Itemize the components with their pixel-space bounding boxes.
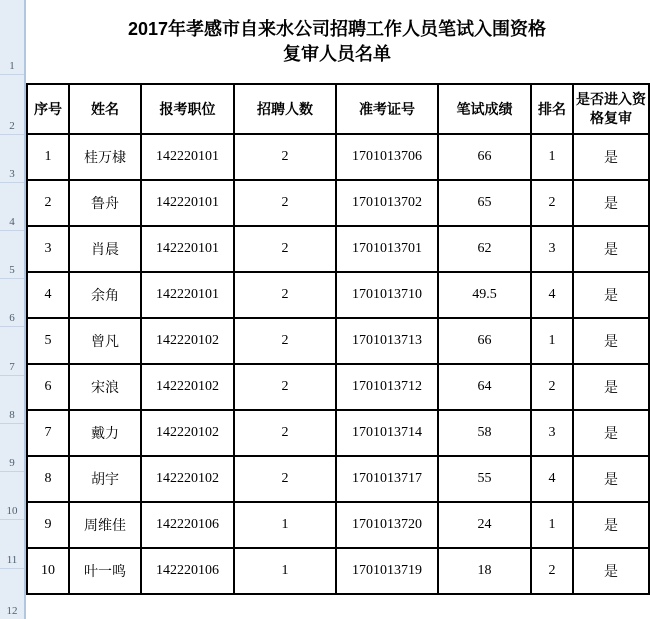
table-cell[interactable]: 1 <box>531 318 573 364</box>
table-cell[interactable]: 66 <box>438 134 531 180</box>
table-row <box>27 134 649 180</box>
table-cell[interactable]: 曾凡 <box>69 318 141 364</box>
table-body <box>27 134 649 594</box>
table-cell[interactable]: 1701013713 <box>336 318 438 364</box>
table-cell[interactable]: 1 <box>531 134 573 180</box>
row-header-cell[interactable] <box>0 135 24 183</box>
table-cell[interactable]: 2 <box>234 318 336 364</box>
table-cell[interactable]: 2 <box>531 180 573 226</box>
spreadsheet-row-gutter <box>0 0 26 619</box>
table-cell[interactable]: 1 <box>531 502 573 548</box>
table-cell[interactable]: 2 <box>234 410 336 456</box>
table-cell[interactable]: 1701013719 <box>336 548 438 594</box>
row-number: 9 <box>9 457 15 469</box>
table-cell[interactable]: 余角 <box>69 272 141 318</box>
row-header-cell[interactable] <box>0 472 24 520</box>
table-cell[interactable]: 142220102 <box>141 456 234 502</box>
column-header-admission-number[interactable]: 准考证号 <box>336 84 438 134</box>
row-header-cell[interactable] <box>0 75 24 135</box>
row-number: 6 <box>9 312 15 324</box>
table-cell[interactable]: 1701013710 <box>336 272 438 318</box>
table-cell[interactable]: 24 <box>438 502 531 548</box>
row-number: 10 <box>6 505 18 517</box>
table-cell[interactable]: 1701013714 <box>336 410 438 456</box>
table-cell[interactable]: 2 <box>234 180 336 226</box>
table-cell[interactable]: 4 <box>27 272 69 318</box>
row-header-cell[interactable] <box>0 520 24 569</box>
table-cell[interactable]: 1701013701 <box>336 226 438 272</box>
row-header-cell[interactable] <box>0 183 24 231</box>
table-row <box>27 456 649 502</box>
table-cell[interactable]: 58 <box>438 410 531 456</box>
table-cell[interactable]: 55 <box>438 456 531 502</box>
table-cell[interactable]: 是 <box>573 180 649 226</box>
table-cell[interactable]: 1701013712 <box>336 364 438 410</box>
table-row <box>27 548 649 594</box>
table-row <box>27 318 649 364</box>
column-header-written-score[interactable]: 笔试成绩 <box>438 84 531 134</box>
table-cell[interactable]: 66 <box>438 318 531 364</box>
row-header-cell[interactable] <box>0 0 24 75</box>
table-header <box>27 84 649 134</box>
table-cell[interactable]: 是 <box>573 318 649 364</box>
table-cell[interactable]: 宋浪 <box>69 364 141 410</box>
table-cell[interactable]: 是 <box>573 134 649 180</box>
table-cell[interactable]: 8 <box>27 456 69 502</box>
table-cell[interactable]: 胡宇 <box>69 456 141 502</box>
sheet-area <box>26 0 648 595</box>
table-cell[interactable]: 6 <box>27 364 69 410</box>
row-number: 4 <box>9 216 15 228</box>
column-header-rank[interactable]: 排名 <box>531 84 573 134</box>
table-cell[interactable]: 是 <box>573 226 649 272</box>
title-line-1: 2017年孝感市自来水公司招聘工作人员笔试入围资格 <box>127 18 547 39</box>
table-cell[interactable]: 1701013720 <box>336 502 438 548</box>
table-cell[interactable]: 叶一鸣 <box>69 548 141 594</box>
row-header-cell[interactable] <box>0 376 24 424</box>
row-number: 1 <box>9 60 15 72</box>
table-cell[interactable]: 1 <box>234 548 336 594</box>
table-cell[interactable]: 4 <box>531 456 573 502</box>
table-cell[interactable]: 2 <box>234 364 336 410</box>
table-cell[interactable]: 2 <box>234 456 336 502</box>
table-cell[interactable]: 142220101 <box>141 180 234 226</box>
table-cell[interactable]: 1 <box>27 134 69 180</box>
row-header-cell[interactable] <box>0 569 24 619</box>
table-cell[interactable]: 142220102 <box>141 364 234 410</box>
row-number: 8 <box>9 409 15 421</box>
table-cell[interactable]: 2 <box>531 364 573 410</box>
table-cell[interactable]: 10 <box>27 548 69 594</box>
table-cell[interactable]: 是 <box>573 502 649 548</box>
table-cell[interactable]: 1701013706 <box>336 134 438 180</box>
table-cell[interactable]: 62 <box>438 226 531 272</box>
table-cell[interactable]: 64 <box>438 364 531 410</box>
row-number: 5 <box>9 264 15 276</box>
table-cell[interactable]: 65 <box>438 180 531 226</box>
table-row <box>27 272 649 318</box>
table-row <box>27 410 649 456</box>
table-cell[interactable]: 是 <box>573 272 649 318</box>
table-cell[interactable]: 是 <box>573 410 649 456</box>
sheet-title[interactable] <box>26 0 648 83</box>
table-cell[interactable]: 3 <box>531 410 573 456</box>
table-cell[interactable]: 2 <box>531 548 573 594</box>
table-cell[interactable]: 肖晨 <box>69 226 141 272</box>
row-number: 12 <box>6 605 18 617</box>
row-number: 2 <box>9 120 15 132</box>
table-cell[interactable]: 1 <box>234 502 336 548</box>
table-cell[interactable]: 是 <box>573 456 649 502</box>
table-cell[interactable]: 49.5 <box>438 272 531 318</box>
table-cell[interactable]: 鲁舟 <box>69 180 141 226</box>
table-cell[interactable]: 3 <box>27 226 69 272</box>
table-row <box>27 364 649 410</box>
table-cell[interactable]: 7 <box>27 410 69 456</box>
column-header-name[interactable]: 姓名 <box>69 84 141 134</box>
header-row <box>27 84 649 134</box>
table-cell[interactable]: 是 <box>573 548 649 594</box>
roster-table <box>26 83 650 595</box>
table-cell[interactable]: 3 <box>531 226 573 272</box>
table-row <box>27 180 649 226</box>
table-cell[interactable]: 142220106 <box>141 548 234 594</box>
row-number: 11 <box>6 554 18 566</box>
table-row <box>27 502 649 548</box>
row-header-cell[interactable] <box>0 327 24 376</box>
table-cell[interactable]: 2 <box>234 134 336 180</box>
row-header-cell[interactable] <box>0 424 24 472</box>
table-cell[interactable]: 142220101 <box>141 134 234 180</box>
column-header-position-code[interactable]: 报考职位 <box>141 84 234 134</box>
table-cell[interactable]: 142220102 <box>141 410 234 456</box>
column-header-openings[interactable]: 招聘人数 <box>234 84 336 134</box>
table-cell[interactable]: 桂万棣 <box>69 134 141 180</box>
table-cell[interactable]: 142220106 <box>141 502 234 548</box>
table-cell[interactable]: 2 <box>234 226 336 272</box>
table-cell[interactable]: 5 <box>27 318 69 364</box>
table-cell[interactable]: 戴力 <box>69 410 141 456</box>
row-number: 3 <box>9 168 15 180</box>
table-cell[interactable]: 是 <box>573 364 649 410</box>
table-cell[interactable]: 周维佳 <box>69 502 141 548</box>
row-header-cell[interactable] <box>0 231 24 279</box>
row-header-cell[interactable] <box>0 279 24 327</box>
table-cell[interactable]: 1701013702 <box>336 180 438 226</box>
table-cell[interactable]: 9 <box>27 502 69 548</box>
table-cell[interactable]: 142220101 <box>141 226 234 272</box>
column-header-qualification-review[interactable]: 是否进入资格复审 <box>573 84 649 134</box>
table-cell[interactable]: 142220101 <box>141 272 234 318</box>
row-number: 7 <box>9 361 15 373</box>
title-line-2: 复审人员名单 <box>283 43 391 64</box>
table-cell[interactable]: 1701013717 <box>336 456 438 502</box>
table-cell[interactable]: 2 <box>234 272 336 318</box>
table-cell[interactable]: 2 <box>27 180 69 226</box>
table-row <box>27 226 649 272</box>
column-header-index[interactable]: 序号 <box>27 84 69 134</box>
table-cell[interactable]: 18 <box>438 548 531 594</box>
table-cell[interactable]: 142220102 <box>141 318 234 364</box>
table-cell[interactable]: 4 <box>531 272 573 318</box>
